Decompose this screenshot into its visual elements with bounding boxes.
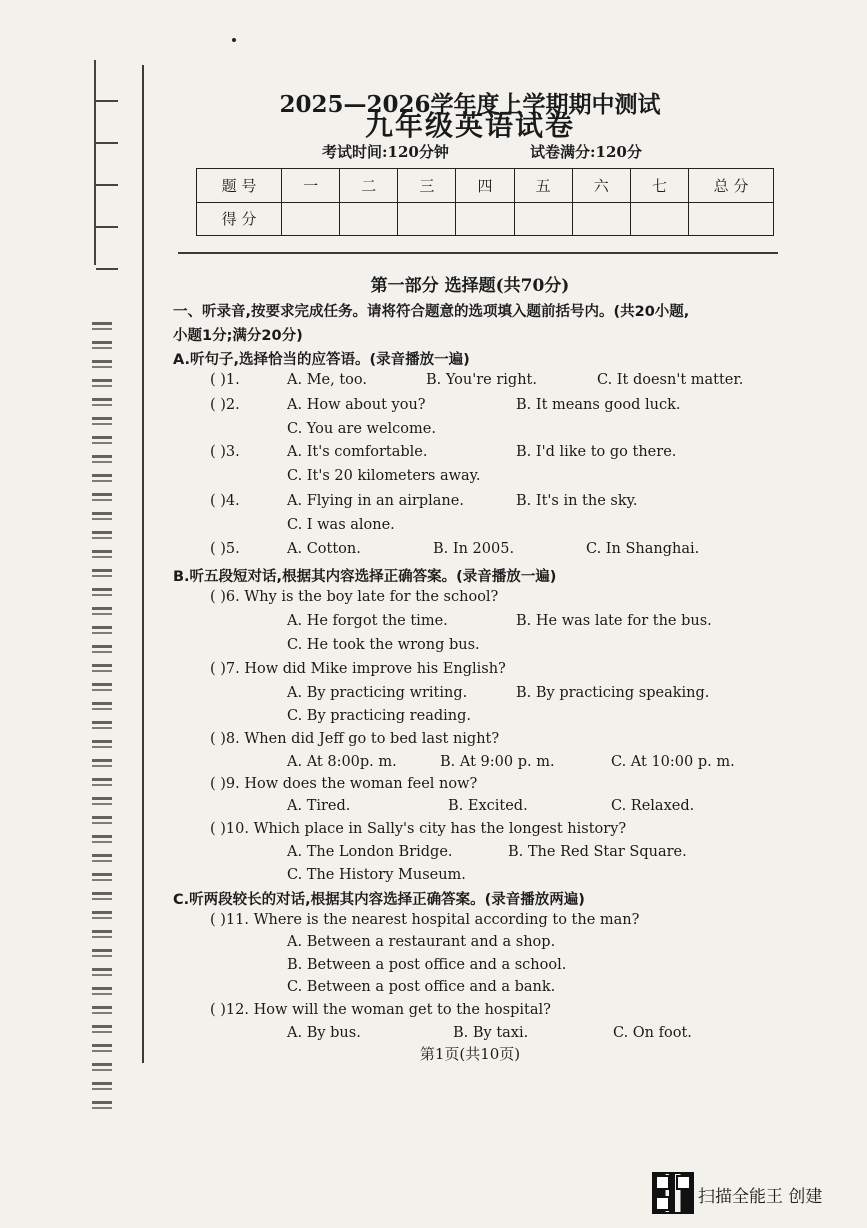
- section-a-heading: A.听句子,选择恰当的应答语。(录音播放一遍): [173, 352, 470, 368]
- seal-line-pattern: [92, 322, 112, 1114]
- table-cell: 七: [630, 169, 688, 203]
- option-8b: B. At 9:00 p. m.: [440, 754, 555, 770]
- option-9b: B. Excited.: [448, 798, 528, 814]
- scanner-watermark: 扫描全能王 创建: [698, 1187, 823, 1207]
- option-1a: A. Me, too.: [287, 372, 367, 388]
- score-cell[interactable]: [689, 202, 774, 236]
- option-11c: C. Between a post office and a bank.: [287, 979, 556, 995]
- question-2: ( )2.: [210, 397, 240, 413]
- option-6a: A. He forgot the time.: [287, 613, 448, 629]
- score-cell[interactable]: [514, 202, 572, 236]
- part-heading: 第一部分 选择题(共70分): [370, 276, 570, 296]
- option-9c: C. Relaxed.: [611, 798, 695, 814]
- option-11b: B. Between a post office and a school.: [287, 957, 567, 973]
- divider: [178, 252, 778, 254]
- score-cell[interactable]: [456, 202, 514, 236]
- option-1b: B. You're right.: [426, 372, 537, 388]
- table-cell: 六: [572, 169, 630, 203]
- option-8a: A. At 8:00p. m.: [287, 754, 397, 770]
- question-7: ( )7. How did Mike improve his English?: [210, 661, 506, 677]
- binding-strip: [88, 60, 118, 1060]
- score-table: [196, 168, 774, 236]
- option-12a: A. By bus.: [287, 1025, 361, 1041]
- full-score: 试卷满分:120分: [530, 143, 642, 161]
- option-3a: A. It's comfortable.: [287, 444, 428, 460]
- option-9a: A. Tired.: [287, 798, 351, 814]
- option-7a: A. By practicing writing.: [287, 685, 468, 701]
- option-6b: B. He was late for the bus.: [516, 613, 712, 629]
- option-6c: C. He took the wrong bus.: [287, 637, 480, 653]
- option-5a: A. Cotton.: [287, 541, 361, 557]
- option-3c: C. It's 20 kilometers away.: [287, 468, 481, 484]
- option-2c: C. You are welcome.: [287, 421, 436, 437]
- option-11a: A. Between a restaurant and a shop.: [287, 934, 556, 950]
- option-8c: C. At 10:00 p. m.: [611, 754, 735, 770]
- question-11: ( )11. Where is the nearest hospital according to the man?: [210, 912, 640, 928]
- exam-time: 考试时间:120分钟: [322, 143, 449, 161]
- table-cell: 一: [282, 169, 340, 203]
- section-c-heading: C.听两段较长的对话,根据其内容选择正确答案。(录音播放两遍): [173, 892, 585, 908]
- table-cell: 五: [514, 169, 572, 203]
- option-4a: A. Flying in an airplane.: [287, 493, 464, 509]
- margin-rule: [142, 65, 144, 1063]
- section-b-heading: B.听五段短对话,根据其内容选择正确答案。(录音播放一遍): [173, 569, 557, 585]
- question-8: ( )8. When did Jeff go to bed last night?: [210, 731, 500, 747]
- table-cell: 三: [398, 169, 456, 203]
- option-3b: B. I'd like to go there.: [516, 444, 677, 460]
- option-1c: C. It doesn't matter.: [597, 372, 744, 388]
- score-cell[interactable]: [340, 202, 398, 236]
- option-4b: B. It's in the sky.: [516, 493, 638, 509]
- binding-boxes: [94, 60, 118, 265]
- listening-instructions-cont: 小题1分;满分20分): [173, 328, 303, 344]
- option-12b: B. By taxi.: [453, 1025, 529, 1041]
- question-12: ( )12. How will the woman get to the hospital?: [210, 1002, 551, 1018]
- score-table-header-row: [197, 169, 774, 203]
- table-cell: 题 号: [197, 169, 282, 203]
- option-2b: B. It means good luck.: [516, 397, 681, 413]
- qr-code-icon: [652, 1172, 694, 1214]
- exam-title: 2025—2026学年度上学期期中测试: [279, 91, 661, 118]
- exam-subtitle: 九年级英语试卷: [364, 109, 575, 142]
- question-3: ( )3.: [210, 444, 240, 460]
- option-10b: B. The Red Star Square.: [508, 844, 687, 860]
- option-4c: C. I was alone.: [287, 517, 395, 533]
- option-10a: A. The London Bridge.: [287, 844, 453, 860]
- table-cell: 四: [456, 169, 514, 203]
- score-cell[interactable]: [398, 202, 456, 236]
- option-10c: C. The History Museum.: [287, 867, 466, 883]
- score-cell[interactable]: [630, 202, 688, 236]
- option-2a: A. How about you?: [287, 397, 426, 413]
- option-7c: C. By practicing reading.: [287, 708, 471, 724]
- table-cell: 总 分: [689, 169, 774, 203]
- score-table-score-row: [197, 202, 774, 236]
- question-6: ( )6. Why is the boy late for the school?: [210, 589, 499, 605]
- listening-instructions: 一、听录音,按要求完成任务。请将符合题意的选项填入题前括号内。(共20小题,: [173, 304, 690, 320]
- score-cell[interactable]: [572, 202, 630, 236]
- speck: [232, 38, 236, 42]
- question-5: ( )5.: [210, 541, 240, 557]
- question-9: ( )9. How does the woman feel now?: [210, 776, 478, 792]
- option-5c: C. In Shanghai.: [586, 541, 700, 557]
- option-5b: B. In 2005.: [433, 541, 515, 557]
- page-number: 第1页(共10页): [419, 1045, 521, 1063]
- question-4: ( )4.: [210, 493, 240, 509]
- question-1: ( )1.: [210, 372, 240, 388]
- table-cell: 二: [340, 169, 398, 203]
- score-cell[interactable]: [282, 202, 340, 236]
- option-12c: C. On foot.: [613, 1025, 692, 1041]
- table-cell: 得 分: [197, 202, 282, 236]
- question-10: ( )10. Which place in Sally's city has the longest history?: [210, 821, 627, 837]
- option-7b: B. By practicing speaking.: [516, 685, 710, 701]
